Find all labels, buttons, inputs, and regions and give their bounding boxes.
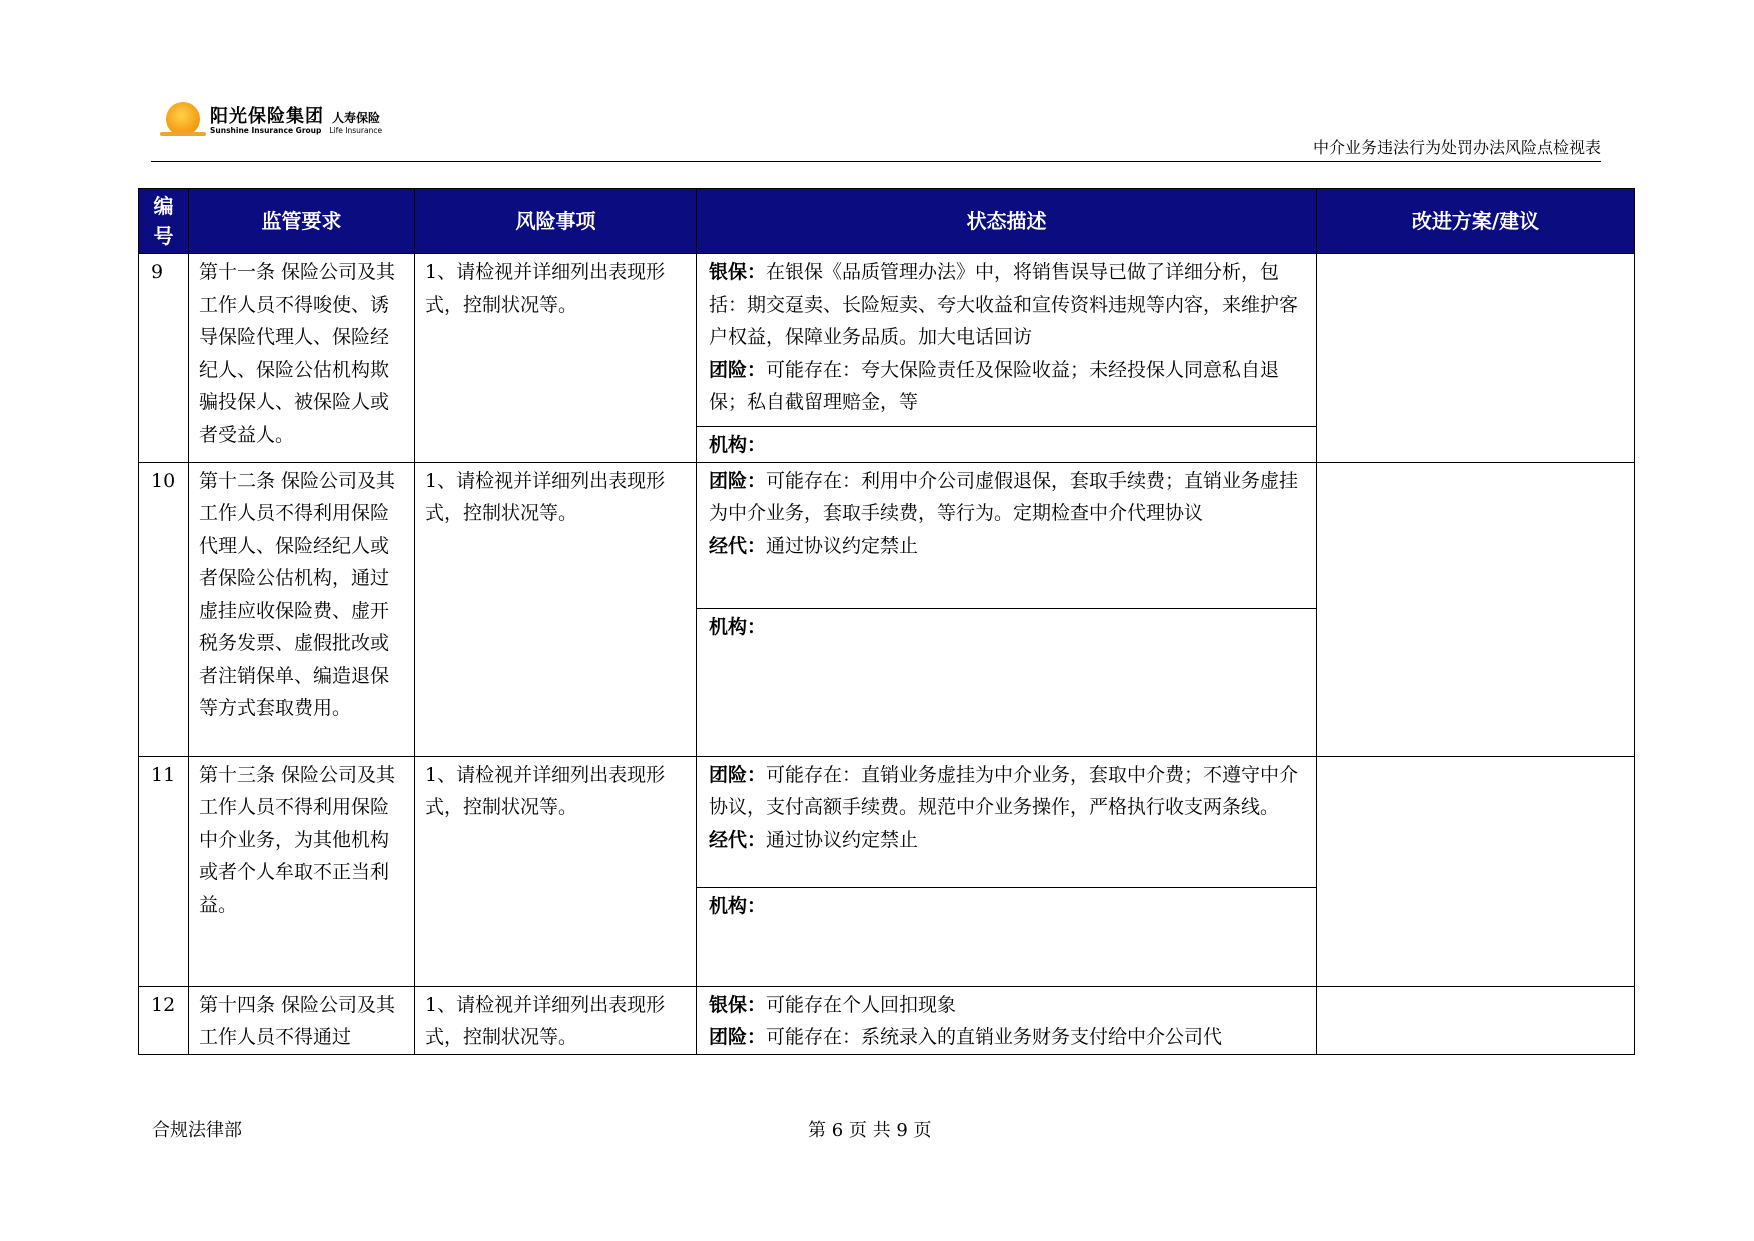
col-header-improvement: 改进方案/建议 bbox=[1317, 189, 1635, 254]
col-header-risk: 风险事项 bbox=[415, 189, 697, 254]
status-text-bank: 在银保《品质管理办法》中，将销售误导已做了详细分析，包括：期交趸卖、长险短卖、夸大收益和宣传资料违规等内容，来维护客户权益，保障业务品质。加大电话回访 bbox=[709, 261, 1299, 348]
sun-logo-icon bbox=[166, 102, 200, 136]
status-cell bbox=[697, 462, 1317, 756]
row-number: 11 bbox=[139, 756, 189, 986]
status-label-broker: 经代： bbox=[709, 828, 767, 851]
status-institution bbox=[697, 609, 1316, 644]
row-number: 9 bbox=[139, 254, 189, 463]
status-description bbox=[697, 757, 1316, 888]
document-title: 中介业务违法行为处罚办法风险点检视表 bbox=[1312, 138, 1601, 157]
status-label-group: 团险： bbox=[709, 763, 767, 786]
improvement-cell[interactable] bbox=[1317, 756, 1635, 986]
risk-cell: 1、请检视并详细列出表现形式，控制状况等。 bbox=[415, 462, 697, 756]
footer-page-number: 第 6 页 共 9 页 bbox=[808, 1120, 932, 1141]
header-divider bbox=[151, 161, 1601, 162]
status-label-group: 团险： bbox=[709, 358, 767, 381]
footer-department: 合规法律部 bbox=[152, 1120, 242, 1141]
status-text-group: 可能存在：直销业务虚挂为中介业务，套取中介费；不遵守中介协议，支付高额手续费。规范中介业务操作，严格执行收支两条线。 bbox=[709, 763, 1299, 818]
status-label-broker: 经代： bbox=[709, 534, 767, 557]
col-header-status: 状态描述 bbox=[697, 189, 1317, 254]
status-label-group: 团险： bbox=[709, 1026, 767, 1048]
risk-check-table bbox=[138, 188, 1635, 1055]
status-cell bbox=[697, 756, 1317, 986]
table-row bbox=[139, 254, 1635, 463]
table-row bbox=[139, 986, 1635, 1054]
status-description bbox=[697, 254, 1316, 427]
logo-english-subtitle: Life Insurance bbox=[329, 126, 383, 135]
status-description bbox=[697, 463, 1316, 609]
status-institution bbox=[697, 427, 1316, 462]
improvement-cell[interactable] bbox=[1317, 254, 1635, 463]
status-label-institution: 机构： bbox=[709, 615, 767, 638]
status-institution bbox=[697, 888, 1316, 923]
table-header-row bbox=[139, 189, 1635, 254]
status-text-bank: 可能存在个人回扣现象 bbox=[766, 993, 957, 1016]
risk-cell: 1、请检视并详细列出表现形式，控制状况等。 bbox=[415, 756, 697, 986]
status-label-bank: 银保： bbox=[709, 261, 767, 283]
risk-cell: 1、请检视并详细列出表现形式，控制状况等。 bbox=[415, 254, 697, 463]
requirement-cell: 第十三条 保险公司及其工作人员不得利用保险中介业务，为其他机构或者个人牟取不正当利益。 bbox=[189, 756, 415, 986]
table-row bbox=[139, 462, 1635, 756]
status-cell bbox=[697, 986, 1317, 1054]
status-label-bank: 银保： bbox=[709, 993, 767, 1016]
logo-english-name: Sunshine Insurance Group Life Insurance bbox=[210, 126, 383, 135]
status-label-group: 团险： bbox=[709, 469, 767, 492]
requirement-cell: 第十二条 保险公司及其工作人员不得利用保险代理人、保险经纪人或者保险公估机构，通过虚挂应收保险费、虚开税务发票、虚假批改或者注销保单、编造退保等方式套取费用。 bbox=[189, 462, 415, 756]
requirement-cell: 第十四条 保险公司及其工作人员不得通过 bbox=[189, 986, 415, 1054]
logo-chinese-name: 阳光保险集团 人寿保险 bbox=[210, 106, 381, 127]
status-text-broker: 通过协议约定禁止 bbox=[766, 534, 919, 557]
risk-cell: 1、请检视并详细列出表现形式，控制状况等。 bbox=[415, 986, 697, 1054]
table-row bbox=[139, 756, 1635, 986]
row-number: 10 bbox=[139, 462, 189, 756]
improvement-cell[interactable] bbox=[1317, 986, 1635, 1054]
company-logo bbox=[160, 98, 400, 148]
status-text-group: 可能存在：利用中介公司虚假退保，套取手续费；直销业务虚挂为中介业务，套取手续费，等行为。定期检查中介代理协议 bbox=[709, 469, 1299, 524]
requirement-cell: 第十一条 保险公司及其工作人员不得唆使、诱导保险代理人、保险经纪人、保险公估机构欺骗投保人、被保险人或者受益人。 bbox=[189, 254, 415, 463]
status-text-broker: 通过协议约定禁止 bbox=[766, 828, 919, 851]
status-cell bbox=[697, 254, 1317, 463]
col-header-requirement: 监管要求 bbox=[189, 189, 415, 254]
logo-chinese-subtitle: 人寿保险 bbox=[332, 111, 381, 125]
status-label-institution: 机构： bbox=[709, 894, 767, 917]
status-text-group: 可能存在：夸大保险责任及保险收益；未经投保人同意私自退保；私自截留理赔金，等 bbox=[709, 358, 1280, 413]
col-header-no bbox=[139, 189, 189, 254]
status-description bbox=[697, 987, 1316, 1054]
wave-logo-icon bbox=[160, 132, 206, 136]
status-label-institution: 机构： bbox=[709, 434, 767, 456]
col-header-no-text: 编 号 bbox=[153, 194, 174, 248]
status-text-group: 可能存在：系统录入的直销业务财务支付给中介公司代 bbox=[766, 1026, 1223, 1048]
improvement-cell[interactable] bbox=[1317, 462, 1635, 756]
row-number: 12 bbox=[139, 986, 189, 1054]
